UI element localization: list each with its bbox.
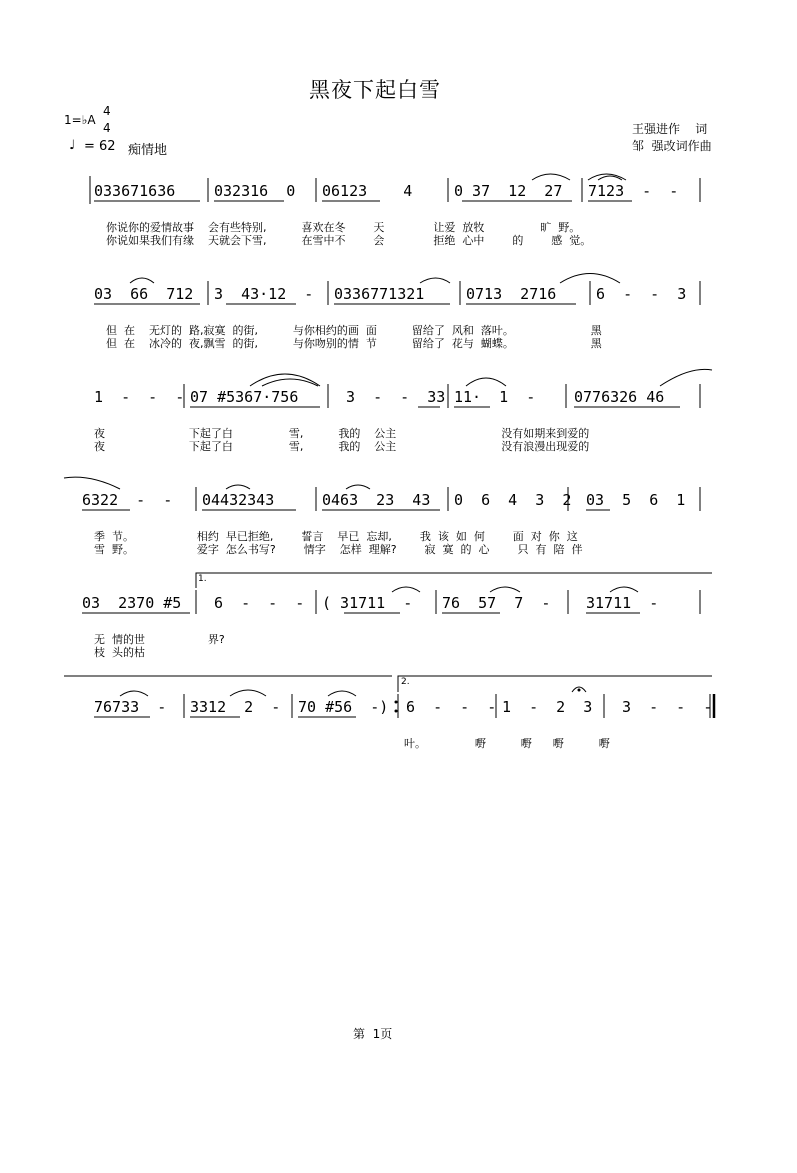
measure: 1 - - - [94,388,185,406]
lyric-line: 但 在 冰冷的 夜,飘雪 的街, 与你吻别的情 节 留给了 花与 蝴蝶。 黑 [106,337,602,350]
measure: 6 - - - [214,594,305,612]
slur [560,274,620,284]
lyric-line: 但 在 无灯的 路,寂寞 的街, 与你相约的画 面 留给了 风和 落叶。 黑 [106,324,602,337]
lyric-line: 叶。 嘢 嘢 嘢 嘢 [404,737,610,750]
volta-ending-2: 2. [401,677,410,687]
measure: 033671636 [94,182,176,200]
lyric-line: 夜 下起了白 雪, 我的 公主 没有如期来到爱的 [94,427,590,440]
slur [250,374,320,386]
measure: 1 - 2 3 [502,698,593,716]
time-signature-top: 4 [103,104,111,118]
volta-bracket-1 [196,573,712,588]
slur [588,174,626,180]
measure: 06123 4 [322,182,413,200]
measure: 3 - - 33 [346,388,446,406]
measure: 31711 - [586,594,659,612]
measure: 3312 2 - [190,698,281,716]
repeat-dot [395,701,398,704]
slur [262,379,318,386]
measure: 03 5 6 1 [586,491,686,509]
measure: 76 57 7 - [442,594,551,612]
lyric-line: 你说如果我们有缘 天就会下雪, 在雪中不 会 拒绝 心中 的 感 觉。 [106,234,592,247]
measure: 03 66 712 [94,285,194,303]
measure: 76733 - [94,698,167,716]
fermata-dot [578,689,581,692]
measure: 3 - - - [622,698,713,716]
measure: 6 - - 3 [596,285,687,303]
lyric-line: 无 情的世 界? [94,633,225,646]
page-number: 第 1页 [353,1027,393,1041]
time-signature-bottom: 4 [103,121,111,135]
key-signature: 1=♭A [64,113,96,127]
composer-credit: 邹 强改词作曲 [632,139,712,153]
measure: 70 #56 -) [298,698,389,716]
measure: 6322 - - [82,491,173,509]
measure: 0 6 4 3 2 [454,491,572,509]
measure: 0336771321 [334,285,425,303]
volta-bracket-2 [398,676,712,692]
measure: 0776326 46 [574,388,665,406]
lyric-line: 季 节。 相约 早已拒绝, 誓言 早已 忘却, 我 该 如 何 面 对 你 这 [94,530,578,543]
expression-marking: 痴情地 [128,143,168,158]
slur [392,587,420,592]
slur [610,587,638,592]
tempo-marking: = 62 [84,139,116,154]
measure: 07 #5367·756 [190,388,299,406]
measure: 04432343 [202,491,275,509]
tempo-note-icon: ♩ [69,138,76,153]
song-title: 黑夜下起白雪 [309,78,441,102]
slur [64,477,120,489]
slur [420,278,450,283]
slur [490,587,520,592]
slur [532,174,570,180]
measure: ( 31711 - [322,594,413,612]
slur [328,691,356,696]
lyric-line: 夜 下起了白 雪, 我的 公主 没有浪漫出现爱的 [94,440,590,453]
volta-ending-1: 1. [198,574,207,584]
lyric-line: 枝 头的枯 [94,646,145,659]
measure: 3 43·12 - [214,285,314,303]
measure: 0 37 12 27 [454,182,563,200]
lyricist-credit: 王强进作 词 [632,122,708,136]
slur [598,176,622,180]
slur [466,378,506,386]
fermata-arc [572,687,586,692]
slur [226,485,250,489]
slur [230,690,266,696]
measure: 6 - - - [406,698,497,716]
lyric-line: 你说你的爱情故事 会有些特别, 喜欢在冬 天 让爱 放牧 旷 野。 [106,221,581,234]
slur [130,278,154,283]
repeat-dot [395,710,398,713]
measure: 03 2370 #5 [82,594,182,612]
slur [120,691,148,696]
measure: 11· 1 - [454,388,536,406]
measure: 032316 0 [214,182,296,200]
measure: 7123 - - [588,182,679,200]
measure: 0463 23 43 [322,491,431,509]
measure: 0713 2716 [466,285,557,303]
lyric-line: 雪 野。 爱字 怎么书写? 情字 怎样 理解? 寂 寞 的 心 只 有 陪 伴 [94,543,583,556]
slur [346,485,370,489]
slur [660,369,712,386]
